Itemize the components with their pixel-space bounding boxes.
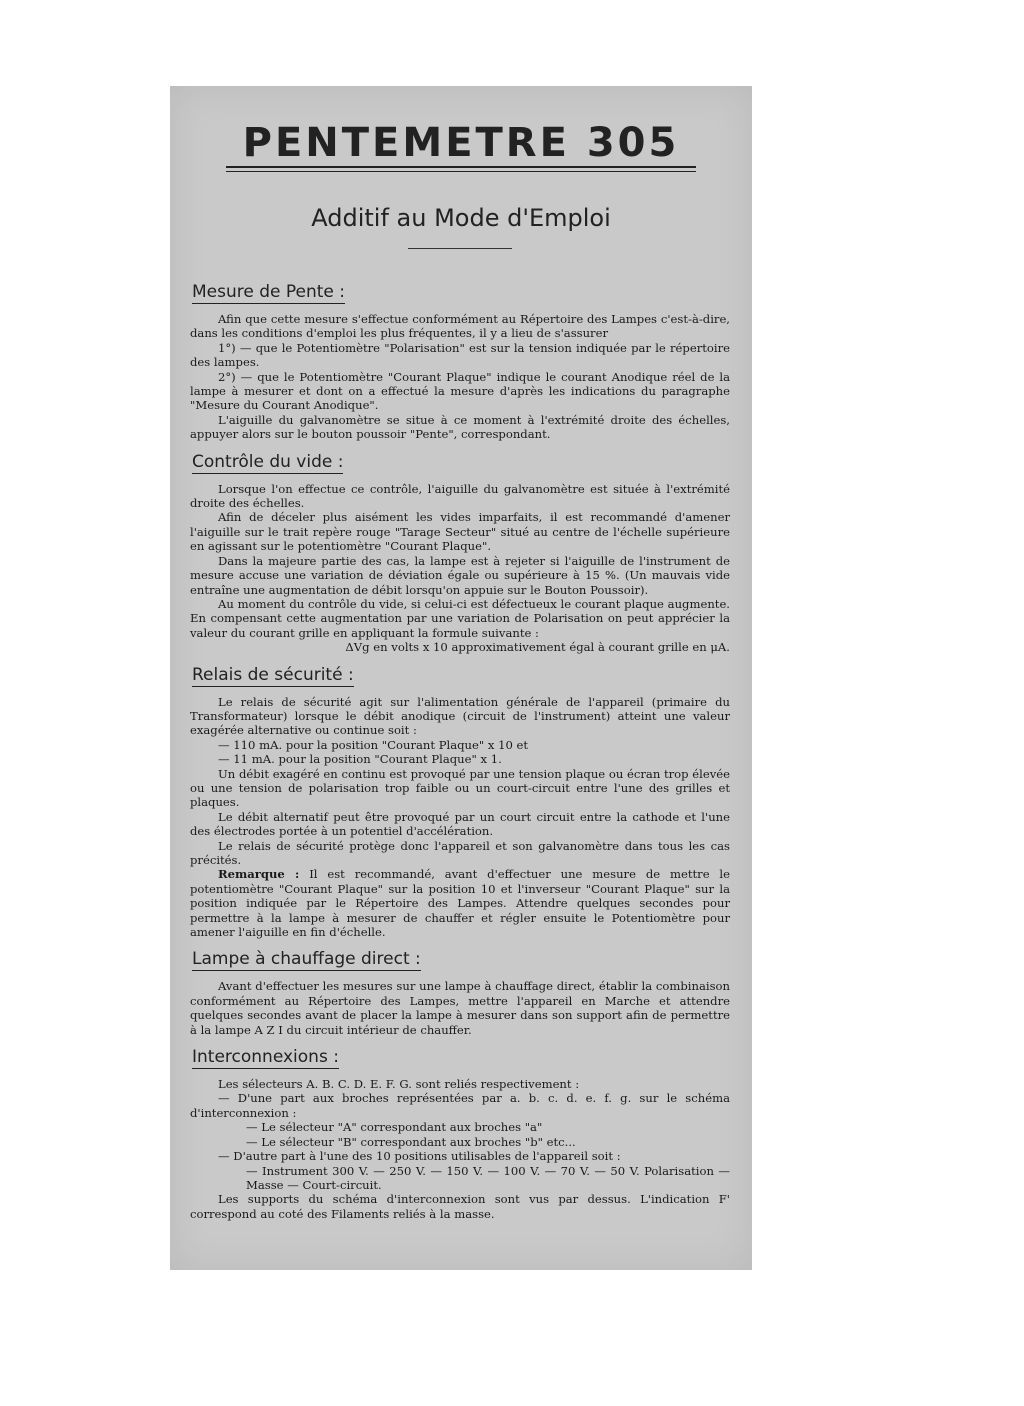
paragraph: Le relais de sécurité protège donc l'appareil et son galvanomètre dans tous les cas précités. [190, 838, 730, 867]
formula: ΔVg en volts x 10 approximativement égal à courant grille en μA. [345, 640, 730, 655]
section-controle-vide [190, 446, 730, 655]
remark-text: Il est recommandé, avant d'effectuer une mesure de mettre le potentiomètre "Courant Plaque" sur la position 10 et l'inverseur "Courant Plaque" sur la position indiquée par le Répertoire des Lampes. Attendre quelques secondes pour permettre à la lampe à mesurer de chauffer et régler ensuite le Potentiomètre pour amener l'aiguille en fin d'échelle. [190, 867, 730, 940]
paragraph: 1°) — que le Potentiomètre "Polarisation" est sur la tension indiquée par le répertoire des lampes. [190, 340, 730, 370]
section-heading: Contrôle du vide : [192, 451, 344, 472]
section-mesure-pente [190, 276, 730, 442]
section-heading: Relais de sécurité : [192, 664, 354, 685]
title-rule [226, 166, 696, 168]
paragraph: Afin que cette mesure s'effectue conformément au Répertoire des Lampes c'est-à-dire, dans les conditions d'emploi les plus fréquentes, il y a lieu de s'assurer [190, 312, 730, 341]
paragraph: Afin de déceler plus aisément les vides imparfaits, il est recommandé d'amener l'aiguille sur le trait repère rouge "Tarage Secteur" situé au centre de l'échelle supérieure en agissant sur le potentiomètre "Courant Plaque". [190, 510, 730, 554]
list-item: — Instrument 300 V. — 250 V. — 150 V. — 100 V. — 70 V. — 50 V. Polarisation — Masse — Court-circuit. [246, 1163, 730, 1192]
paragraph: Lorsque l'on effectue ce contrôle, l'aiguille du galvanomètre est située à l'extrémité droite des échelles. [190, 481, 730, 511]
paragraph: — D'autre part à l'une des 10 positions utilisables de l'appareil soit : [218, 1149, 621, 1164]
title-rule-thin [226, 171, 696, 172]
document-body [190, 276, 730, 1225]
document-title: PENTEMETRE 305 [242, 120, 680, 166]
list-item: — Le sélecteur "B" correspondant aux broches "b" etc... [246, 1134, 576, 1149]
paragraph: Un débit exagéré en continu est provoqué par une tension plaque ou écran trop élevée ou une tension de polarisation trop faible ou un court-circuit entre l'une des grilles et plaques. [190, 766, 730, 810]
section-chauffage-direct [190, 943, 730, 1037]
paragraph: Au moment du contrôle du vide, si celui-ci est défectueux le courant plaque augmente. En compensant cette augmentation par une variation de Polarisation on peut apprécier la valeur du courant grille en appliquant la formule suivante : [190, 596, 730, 640]
remark-paragraph [190, 867, 730, 939]
document-subtitle: Additif au Mode d'Emploi [311, 204, 611, 232]
section-relais-securite [190, 659, 730, 940]
paragraph: Les sélecteurs A. B. C. D. E. F. G. sont reliés respectivement : [218, 1077, 580, 1092]
subtitle-rule [408, 248, 512, 249]
section-heading: Interconnexions : [192, 1047, 339, 1068]
list-item: — Le sélecteur "A" correspondant aux broches "a" [246, 1120, 543, 1135]
paragraph: Dans la majeure partie des cas, la lampe est à rejeter si l'aiguille de l'instrument de mesure accuse une variation de déviation égale ou supérieure à 15 %. (Un mauvais vide entraîne une augmentation de débit lorsqu'on appuie sur le Bouton Poussoir). [190, 553, 730, 597]
paragraph: Les supports du schéma d'interconnexion sont vus par dessus. L'indication F' correspond au coté des Filaments reliés à la masse. [190, 1192, 730, 1221]
paragraph: Avant d'effectuer les mesures sur une lampe à chauffage direct, établir la combinaison conformément au Répertoire des Lampes, mettre l'appareil en Marche et attendre quelques secondes avant de placer la lampe à mesurer dans son support afin de permettre à la lampe A Z I du circuit intérieur de chauffer. [190, 979, 730, 1037]
paragraph: Le relais de sécurité agit sur l'alimentation générale de l'appareil (primaire du Transformateur) lorsque le débit anodique (circuit de l'instrument) atteint une valeur exagérée alternative ou continue soit : [190, 694, 730, 738]
section-heading: Lampe à chauffage direct : [192, 949, 421, 970]
list-item: — 11 mA. pour la position "Courant Plaque" x 1. [218, 752, 502, 767]
paragraph: — D'une part aux broches représentées par a. b. c. d. e. f. g. sur le schéma d'interconnexion : [190, 1091, 730, 1120]
paragraph: Le débit alternatif peut être provoqué par un court circuit entre la cathode et l'une des électrodes portée à un potentiel d'accélération. [190, 809, 730, 839]
paragraph: 2°) — que le Potentiomètre "Courant Plaque" indique le courant Anodique réel de la lampe à mesurer et dont on a effectué la mesure d'après les indications du paragraphe "Mesure du Courant Anodique". [190, 369, 730, 413]
paragraph: L'aiguille du galvanomètre se situe à ce moment à l'extrémité droite des échelles, appuyer alors sur le bouton poussoir "Pente", correspondant. [190, 412, 730, 442]
document-sheet [170, 86, 752, 1270]
section-interconnexions [190, 1041, 730, 1221]
remark-label: Remarque : [218, 867, 300, 882]
list-item: — 110 mA. pour la position "Courant Plaque" x 10 et [218, 737, 529, 752]
section-heading: Mesure de Pente : [192, 282, 346, 302]
